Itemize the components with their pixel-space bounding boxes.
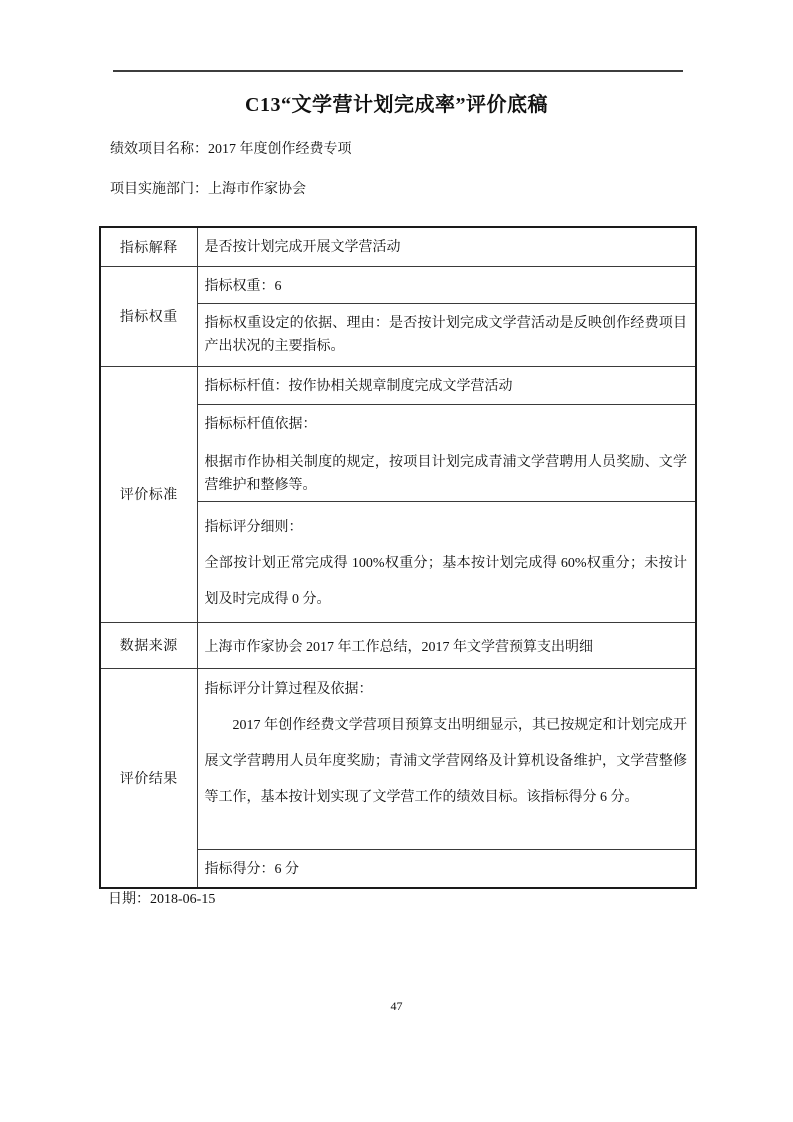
label-evaluation-criteria: 评价标准: [100, 366, 197, 622]
cell-paragraph: 全部按计划正常完成得 100%权重分；基本按计划完成得 60%权重分；未按计划及时完成得 0 分。: [204, 555, 687, 607]
document-title: C13“文学营计划完成率”评价底稿: [245, 94, 548, 116]
cell-paragraph: 上海市作家协会 2017 年工作总结，2017 年文学营预算支出明细: [204, 639, 593, 655]
page-number: 47: [390, 999, 403, 1013]
cell-weight-rationale: [197, 303, 696, 366]
cell-indicator-weight-value: [197, 266, 696, 303]
header-rule: [113, 70, 683, 72]
label-evaluation-result: 评价结果: [100, 668, 197, 888]
cell-paragraph: 指标标杆值：按作协相关规章制度完成文学营活动: [204, 378, 513, 394]
cell-paragraph: 是否按计划完成开展文学营活动: [204, 240, 401, 255]
label-data-source: 数据来源: [100, 622, 197, 668]
cell-data-source: [197, 622, 696, 668]
cell-paragraph: 指标标杆值依据：: [204, 416, 317, 432]
cell-indicator-explanation: [197, 227, 696, 266]
cell-score-calculation: [197, 668, 696, 849]
cell-scoring-rules: [197, 501, 696, 622]
label-indicator-weight: 指标权重: [100, 266, 197, 366]
cell-paragraph: 指标得分：6 分: [204, 861, 299, 877]
cell-paragraph: 指标权重：6: [204, 278, 282, 294]
cell-benchmark-basis: [197, 404, 696, 501]
cell-paragraph: 指标权重设定的依据、理由：是否按计划完成文学营活动是反映创作经费项目产出状况的主要指标。: [204, 315, 687, 354]
date-line: 日期：2018-06-15: [108, 892, 216, 907]
project-name-line: 绩效项目名称：2017 年度创作经费专项: [110, 142, 352, 157]
evaluation-table: [99, 226, 697, 889]
department-line: 项目实施部门：上海市作家协会: [110, 182, 306, 197]
cell-benchmark-value: [197, 366, 696, 404]
cell-paragraph: 指标评分计算过程及依据：: [204, 681, 373, 697]
cell-paragraph: 2017 年创作经费文学营项目预算支出明细显示，其已按规定和计划完成开展文学营聘用人员年度奖励；青浦文学营网络及计算机设备维护，文学营整修等工作，基本按计划实现了文学营工作的绩效目标。该指标得分 6 分。: [204, 717, 687, 805]
cell-paragraph: 指标评分细则：: [204, 519, 303, 535]
label-indicator-explanation: 指标解释: [100, 227, 197, 266]
cell-paragraph: 根据市作协相关制度的规定，按项目计划完成青浦文学营聘用人员奖励、文学营维护和整修等。: [204, 454, 687, 493]
cell-indicator-score: [197, 849, 696, 888]
